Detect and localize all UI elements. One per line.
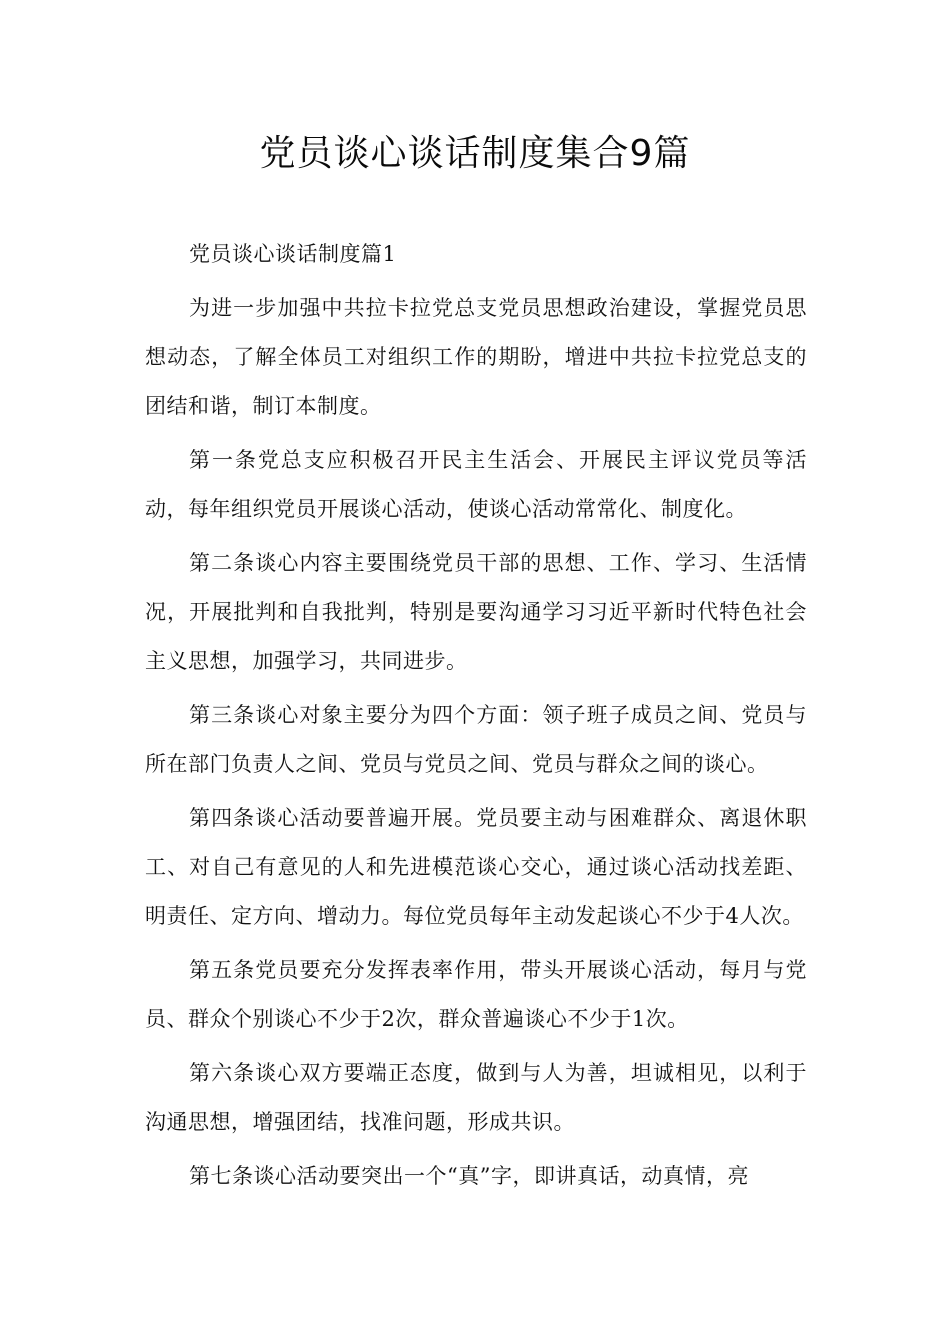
paragraph-article-3: 第三条谈心对象主要分为四个方面：领子班子成员之间、党员与所在部门负责人之间、党员与党员之间、党员与群众之间的谈心。 — [145, 703, 807, 776]
paragraph-section-heading: 党员谈心谈话制度篇1 — [189, 242, 397, 266]
paragraph-article-6: 第六条谈心双方要端正态度，做到与人为善，坦诚相见，以利于沟通思想，增强团结，找准问题，形成共识。 — [145, 1061, 807, 1134]
paragraph-preamble: 为进一步加强中共拉卡拉党总支党员思想政治建设，掌握党员思想动态，了解全体员工对组织工作的期盼，增进中共拉卡拉党总支的团结和谐，制订本制度。 — [145, 296, 807, 418]
paragraph-article-7: 第七条谈心活动要突出一个“真”字，即讲真话，动真情，亮 — [189, 1164, 749, 1188]
paragraph-article-5: 第五条党员要充分发挥表率作用，带头开展谈心活动，每月与党员、群众个别谈心不少于2次，群众普遍谈心不少于1次。 — [145, 958, 807, 1031]
document-body — [145, 230, 807, 1206]
paragraph-article-1: 第一条党总支应积极召开民主生活会、开展民主评议党员等活动，每年组织党员开展谈心活动，使谈心活动常常化、制度化。 — [145, 448, 807, 521]
paragraph-article-2: 第二条谈心内容主要围绕党员干部的思想、工作、学习、生活情况，开展批判和自我批判，特别是要沟通学习习近平新时代特色社会主义思想，加强学习，共同进步。 — [145, 551, 807, 673]
document-title: 党员谈心谈话制度集合9篇 — [259, 133, 691, 174]
paragraph-article-4: 第四条谈心活动要普遍开展。党员要主动与困难群众、离退休职工、对自己有意见的人和先进模范谈心交心，通过谈心活动找差距、明责任、定方向、增动力。每位党员每年主动发起谈心不少于4人次。 — [145, 806, 807, 928]
